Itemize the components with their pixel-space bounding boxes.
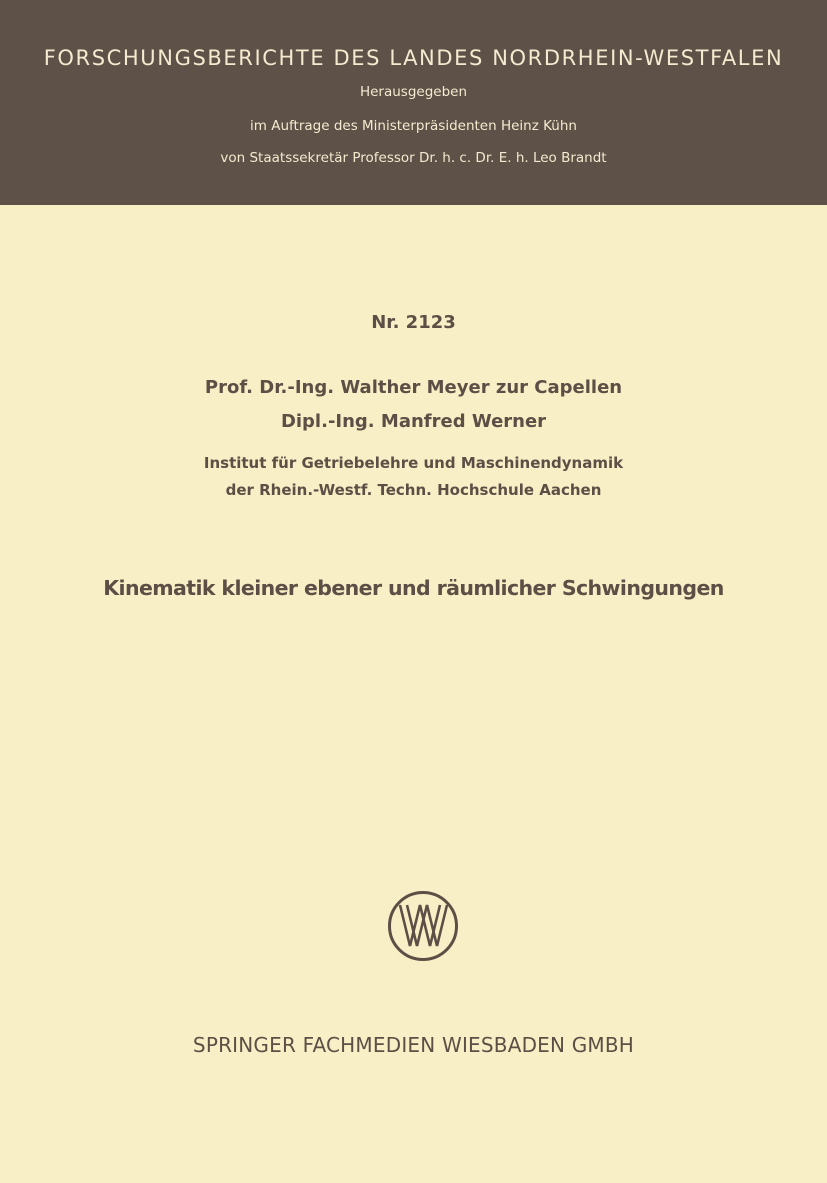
editor-line-3: von Staatssekretär Professor Dr. h. c. Dr. E. h. Leo Brandt — [220, 150, 607, 166]
series-header-band — [0, 0, 827, 205]
series-title: FORSCHUNGSBERICHTE DES LANDES NORDRHEIN-WESTFALEN — [43, 46, 784, 70]
editor-line-2: im Auftrage des Ministerpräsidenten Heinz Kühn — [250, 118, 577, 134]
author-1: Prof. Dr.-Ing. Walther Meyer zur Capellen — [204, 377, 623, 398]
volume-number: Nr. 2123 — [371, 312, 456, 333]
springer-ww-logo-icon — [387, 890, 459, 962]
editor-line-1: Herausgegeben — [359, 84, 468, 100]
institute-line-2: der Rhein.-Westf. Techn. Hochschule Aachen — [225, 481, 602, 499]
institute-line-1: Institut für Getriebelehre und Maschinendynamik — [203, 454, 624, 472]
author-2: Dipl.-Ing. Manfred Werner — [280, 411, 547, 432]
work-title: Kinematik kleiner ebener und räumlicher Schwingungen — [103, 576, 724, 600]
publisher-name: SPRINGER FACHMEDIEN WIESBADEN GMBH — [192, 1033, 635, 1057]
